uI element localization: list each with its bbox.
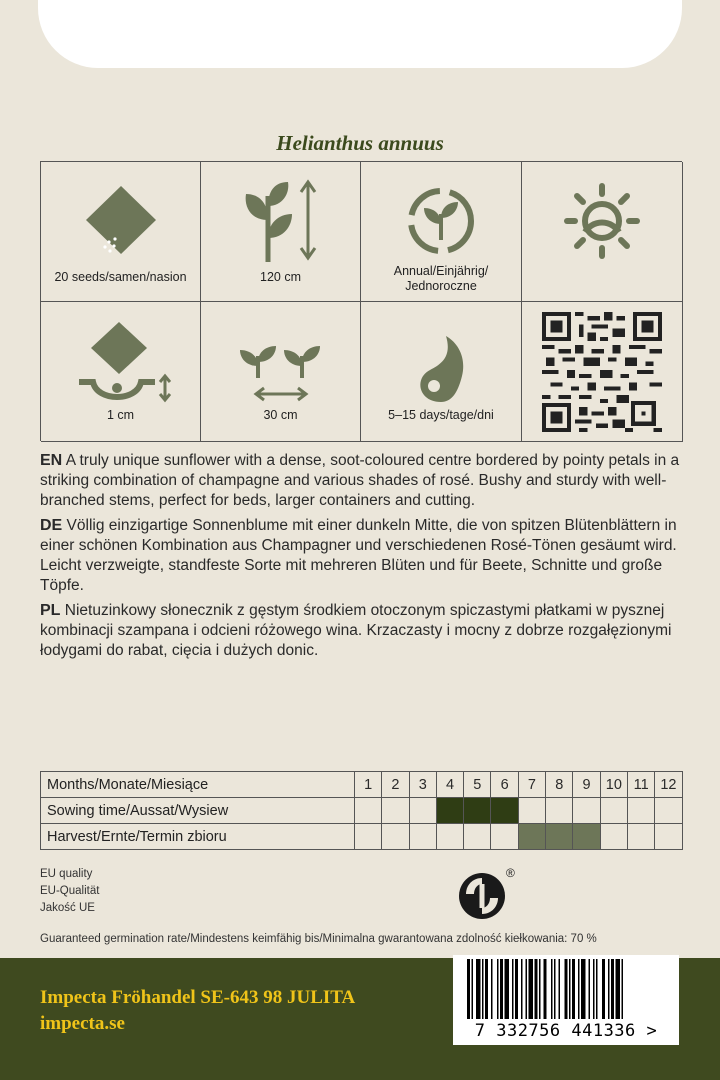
harvest-cell <box>382 824 409 850</box>
barcode-bar <box>467 959 470 1019</box>
month-1: 1 <box>355 772 382 798</box>
spacing-caption: 30 cm <box>263 408 298 422</box>
harvest-cell <box>491 824 518 850</box>
lang-code-en: EN <box>40 452 63 469</box>
months-row <box>41 772 683 798</box>
barcode-bar <box>482 959 484 1019</box>
barcode-bar <box>578 959 580 1019</box>
harvest-cell <box>627 824 654 850</box>
eu-quality <box>40 866 99 917</box>
depth-caption: 1 cm <box>106 408 135 422</box>
barcode-bar <box>539 959 541 1019</box>
eu-quality-en: EU quality <box>40 868 93 880</box>
barcode-bar <box>602 959 605 1019</box>
barcode-bar <box>616 959 621 1019</box>
cell-sun <box>522 162 683 302</box>
harvest-label: Harvest/Ernte/Termin zbioru <box>41 824 355 850</box>
barcode-bar <box>608 959 610 1019</box>
month-7: 7 <box>518 772 545 798</box>
barcode-bar <box>515 959 518 1019</box>
barcode-bar <box>544 959 547 1019</box>
barcode-bar <box>521 959 523 1019</box>
barcode-bar <box>565 959 568 1019</box>
description-de-text: Völlig einzigartige Sonnenblume mit einer dunkeln Mitte, die von spitzen Blütenblättern in einer schönen Kombination aus Champagner und verschiedenen Rosé-Tönen gesäumt wird. Leicht verzweigte, standfeste Sorte mit mehreren Blüten und für Beete, Schnitte und große Töpfe. <box>40 517 677 594</box>
month-3: 3 <box>409 772 436 798</box>
germination-icon <box>396 316 486 406</box>
month-6: 6 <box>491 772 518 798</box>
seed-count-caption: 20 seeds/samen/nasion <box>54 270 187 284</box>
sun-icon <box>557 176 647 266</box>
description-pl <box>40 601 680 661</box>
company-address: Impecta Fröhandel SE-643 98 JULITA <box>40 987 356 1008</box>
sowing-cell-active <box>491 798 518 824</box>
description-pl-text: Nietuzinkowy słonecznik z gęstym środkiem otoczonym spiczastymi płatkami w pysznej kombinacji szampana i odcieni różowego wina. Krzaczasty i mocny z dobrze rozgałęzionymi łodygami do rabat, cięcia i dużych donic. <box>40 602 672 659</box>
plant-height-icon <box>236 176 326 266</box>
barcode-bar <box>581 959 586 1019</box>
sowing-cell <box>573 798 600 824</box>
annual-caption-1: Annual/Einjährig/ <box>393 264 489 278</box>
cell-height <box>201 162 361 302</box>
barcode <box>453 955 679 1045</box>
month-2: 2 <box>382 772 409 798</box>
qr-code-icon <box>542 312 662 432</box>
barcode-bar <box>596 959 598 1019</box>
month-4: 4 <box>436 772 463 798</box>
sowing-cell <box>409 798 436 824</box>
barcode-bar <box>572 959 575 1019</box>
month-10: 10 <box>600 772 627 798</box>
hang-hole-cutout <box>38 0 682 68</box>
harvest-cell-active <box>546 824 573 850</box>
barcode-bar <box>485 959 488 1019</box>
month-9: 9 <box>573 772 600 798</box>
barcode-bar <box>500 959 503 1019</box>
barcode-bar <box>505 959 510 1019</box>
sowing-depth-icon <box>71 318 171 408</box>
barcode-bar <box>526 959 528 1019</box>
description-en-text: A truly unique sunflower with a dense, soot-coloured centre bordered by pointy petals in a striking combination of champagne and various shades of rosé. Bushy and sturdy with well-branched stems, perfect for beds, larger containers and cutting. <box>40 452 680 509</box>
barcode-bar <box>569 959 571 1019</box>
description-de <box>40 516 680 596</box>
harvest-cell-active <box>518 824 545 850</box>
harvest-cell <box>355 824 382 850</box>
germination-rate: Guaranteed germination rate/Mindestens keimfähig bis/Minimalna gwarantowana zdolność kiełkowania: 70 % <box>40 933 597 945</box>
harvest-cell <box>436 824 463 850</box>
harvest-cell <box>600 824 627 850</box>
sowing-cell-active <box>436 798 463 824</box>
barcode-bar <box>512 959 514 1019</box>
barcode-bar <box>589 959 591 1019</box>
month-5: 5 <box>464 772 491 798</box>
germination-caption: 5–15 days/tage/dni <box>388 408 494 422</box>
barcode-bar <box>622 959 624 1019</box>
month-8: 8 <box>546 772 573 798</box>
harvest-cell <box>409 824 436 850</box>
green-dot-recycle <box>458 868 518 927</box>
plant-spacing-icon <box>236 322 326 412</box>
sowing-cell <box>627 798 654 824</box>
sowing-cell <box>600 798 627 824</box>
barcode-bar <box>593 959 595 1019</box>
month-12: 12 <box>655 772 682 798</box>
company-website: impecta.se <box>40 1013 125 1034</box>
registered-mark: ® <box>506 866 515 880</box>
barcode-bar <box>497 959 499 1019</box>
barcode-bar <box>611 959 614 1019</box>
sowing-label: Sowing time/Aussat/Wysiew <box>41 798 355 824</box>
cell-annual <box>361 162 522 302</box>
seed-packet-icon <box>76 180 166 270</box>
annual-cycle-icon <box>396 176 486 266</box>
barcode-bar <box>554 959 556 1019</box>
sowing-calendar <box>40 771 683 850</box>
info-icon-grid <box>40 161 682 441</box>
lang-code-de: DE <box>40 517 63 534</box>
lang-code-pl: PL <box>40 602 61 619</box>
months-label: Months/Monate/Miesiące <box>41 772 355 798</box>
description-en <box>40 451 680 511</box>
barcode-bar <box>529 959 534 1019</box>
company-info <box>40 985 355 1037</box>
harvest-cell <box>464 824 491 850</box>
cell-depth <box>41 302 201 442</box>
barcode-bar <box>476 959 481 1019</box>
cell-seeds <box>41 162 201 302</box>
sowing-cell <box>518 798 545 824</box>
sowing-cell <box>655 798 682 824</box>
barcode-bars <box>453 955 679 1021</box>
sowing-cell <box>382 798 409 824</box>
eu-quality-de: EU-Qualität <box>40 885 100 897</box>
sowing-cell <box>355 798 382 824</box>
month-11: 11 <box>627 772 654 798</box>
annual-caption-2: Jednoroczne <box>405 279 477 293</box>
height-caption: 120 cm <box>260 270 301 284</box>
harvest-row <box>41 824 683 850</box>
sowing-cell-active <box>464 798 491 824</box>
sowing-row <box>41 798 683 824</box>
sowing-cell <box>546 798 573 824</box>
barcode-number: 7 332756 441336 > <box>474 1021 658 1041</box>
harvest-cell <box>655 824 682 850</box>
barcode-bar <box>491 959 493 1019</box>
species-name: Helianthus annuus <box>276 131 444 155</box>
barcode-bar <box>551 959 553 1019</box>
barcode-bar <box>535 959 538 1019</box>
description-block <box>40 451 680 666</box>
barcode-bar <box>559 959 561 1019</box>
cell-germination <box>361 302 522 442</box>
eu-quality-pl: Jakość UE <box>40 902 95 914</box>
harvest-cell-active <box>573 824 600 850</box>
cell-spacing <box>201 302 361 442</box>
cell-qr <box>522 302 683 442</box>
barcode-bar <box>472 959 474 1019</box>
